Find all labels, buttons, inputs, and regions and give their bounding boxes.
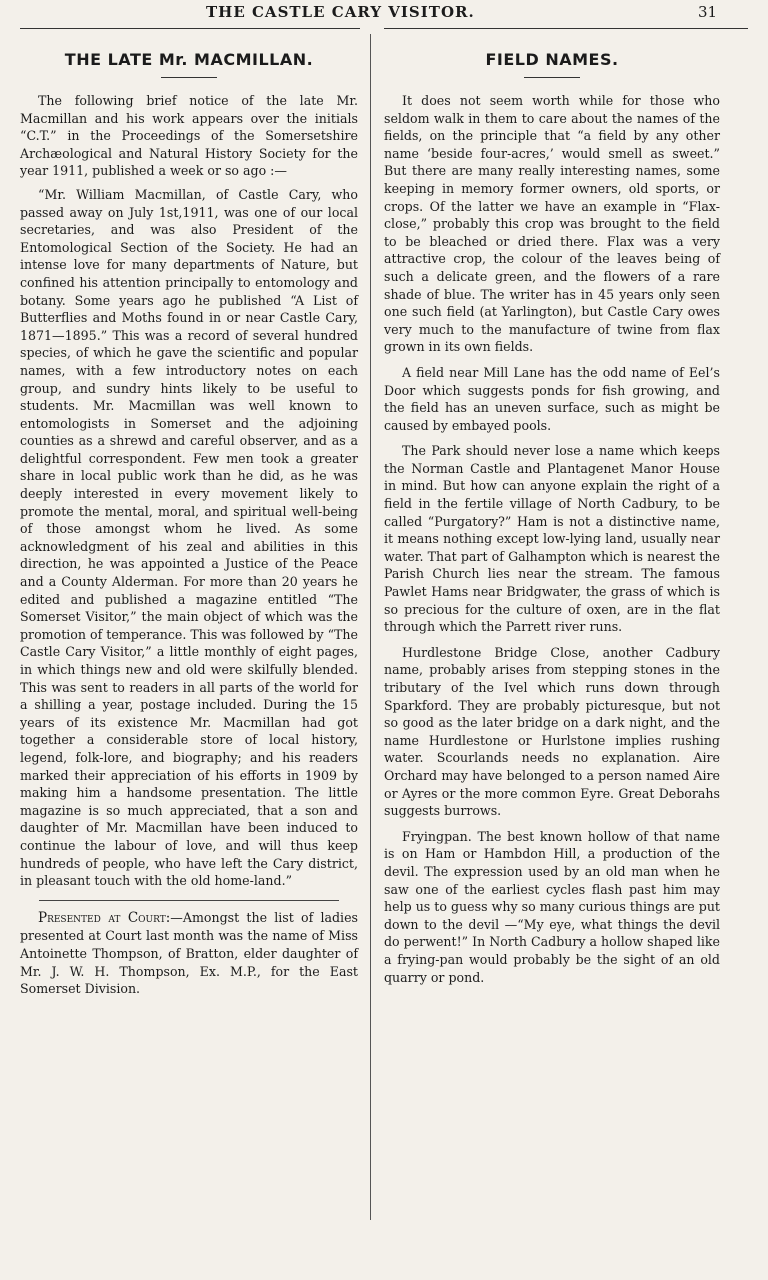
page-header [0, 0, 768, 28]
section-separator [39, 900, 339, 901]
page-number: 31 [698, 3, 718, 21]
column-divider [370, 34, 371, 1220]
article-paragraph: A field near Mill Lane has the odd name of Eel’s Door which suggests ponds for fish growing, and the field has an uneven surface, such as might be caused by embayed pools. [384, 364, 720, 433]
right-column [384, 40, 720, 994]
article-paragraph: It does not seem worth while for those who seldom walk in them to care about the names of the fields, on the principle that “a field by any other name ‘beside four-acres,’ would smell as sweet.” But there are many really interesting names, some keeping in memory former owners, old sports, or crops. Of the latter we have an example in “Flax-close,” probably this crop was brought to the field to be bleached or dried there. Flax was a very attractive crop, the colour of the leaves being of such a delicate green, and the flowers of a rare shade of blue. The writer has in 45 years only seen one such field (at Yarlington), but Castle Cary owes very much to the manufacture of twine from flax grown in its own fields. [384, 93, 720, 355]
article-paragraph: The following brief notice of the late Mr. Macmillan and his work appears over the initials “C.T.” in the Proceedings of the Somersetshire Archæological and Natural History Society for the year 1911, published a week or so ago :— [20, 93, 358, 179]
header-rule-right [384, 28, 748, 29]
left-column [20, 40, 358, 1004]
running-title: THE CASTLE CARY VISITOR. [206, 3, 475, 21]
article-paragraph: The Park should never lose a name which keeps the Norman Castle and Plantagenet Manor House in mind. But how can anyone explain the right of a field in the fertile village of North Cadbury, to be called “Purgatory?” Ham is not a distinctive name, it means nothing except low-lying land, usually near water. That part of Galhampton which is nearest the Parish Church lies near the stream. The famous Pawlet Hams near Bridgwater, the grass of which is so precious for the culture of oxen, are in the flat through which the Parrett river runs. [384, 443, 720, 635]
article-paragraph: “Mr. William Macmillan, of Castle Cary, who passed away on July 1st,1911, was one of our local secretaries, and was also President of the Entomological Section of the Society. He had an intense love for many departments of Nature, but confined his attention principally to entomology and botany. Some years ago he published “A List of Butterflies and Moths found in or near Castle Cary, 1871—1895.” This was a record of several hundred species, of which he gave the scientific and popular names, with a few introductory notes on each group, and sundry hints likely to be useful to students. Mr. Macmillan was well known to entomologists in Somerset and the adjoining counties as a shrewd and careful observer, and as a delightful correspondent. Few men took a greater share in local public work than he did, as he was deeply interested in every movement likely to promote the mental, moral, and spiritual well-being of those amongst whom he lived. As some acknowledgment of his zeal and abilities in this direction, he was appointed a Justice of the Peace and a County Alderman. For more than 20 years he edited and published a magazine entitled “The Somerset Visitor,” the main object of which was the promotion of temperance. This was followed by “The Castle Cary Visitor,” a little monthly of eight pages, in which things new and old were skilfully blended. This was sent to readers in all parts of the world for a shilling a year, postage included. During the 15 years of its existence Mr. Macmillan had got together a considerable store of local history, legend, folk-lore, and biography; and his readers marked their appreciation of his efforts in 1909 by making him a handsome presentation. The little magazine is so much appreciated, that a son and daughter of Mr. Macmillan have been induced to continue the labour of love, and will thus keep hundreds of people, who have left the Cary district, in pleasant touch with the old home-land.” [20, 186, 358, 889]
title-rule [524, 77, 580, 78]
article-paragraph: Hurdlestone Bridge Close, another Cadbury name, probably arises from stepping stones in the tributary of the Ivel which runs down through Sparkford. They are probably picturesque, but not so good as the later bridge on a dark night, and the name Hurdlestone or Hurlstone implies rushing water. Scourlands needs no explanation. Aire Orchard may have belonged to a person named Aire or Ayres or the more common Eyre. Great Deborahs suggests burrows. [384, 644, 720, 819]
article-paragraph: Fryingpan. The best known hollow of that name is on Ham or Hambdon Hill, a production of the devil. The expression used by an old man when he saw one of the earliest cycles flash past him may help us to guess why so many curious things are put down to the devil —“My eye, what things the devil do perwent!” In North Cadbury a hollow shaped like a frying-pan would probably be the sight of an old quarry or pond. [384, 828, 720, 985]
presented-heading: Presented at Court: [38, 909, 171, 926]
article-title-macmillan: THE LATE Mr. MACMILLAN. [64, 50, 314, 69]
presented-text: —Amongst the list of ladies presented at Court last month was the name of Miss Antoinette Thompson, of Bratton, elder daughter of Mr. J. W. H. Thompson, Ex. M.P., for the East Somerset Division. [20, 909, 358, 997]
article-title-field-names: FIELD NAMES. [485, 50, 619, 69]
title-rule [161, 77, 217, 78]
header-rule-left [20, 28, 360, 29]
presented-at-court-notice [20, 909, 358, 998]
